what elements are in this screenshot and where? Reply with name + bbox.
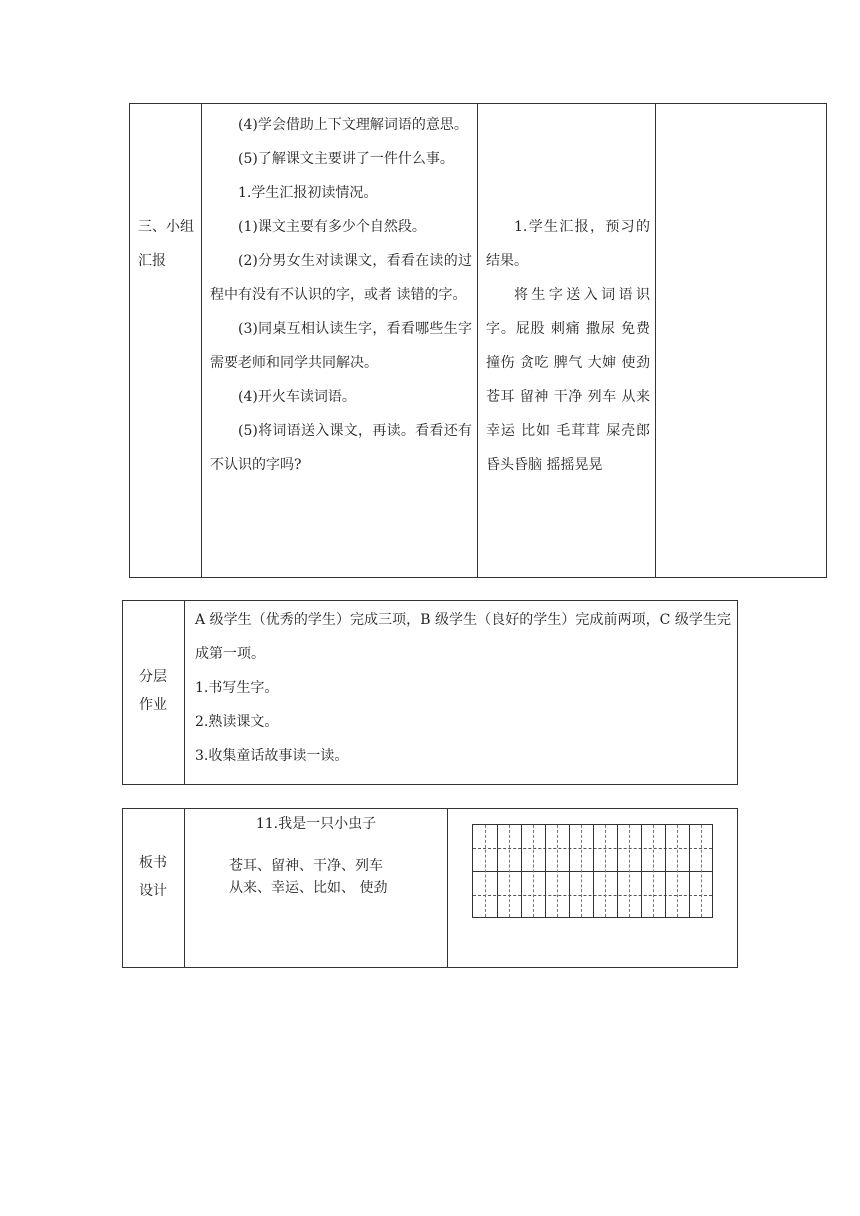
homework-table [122, 600, 738, 785]
homework-content [195, 603, 731, 773]
homework-line: 1.书写生字。 [195, 680, 279, 696]
column-divider [184, 601, 185, 784]
homework-label: 分层作业 [139, 669, 167, 713]
teacher-line: (3)同桌互相认读生字，看看哪些生字需要老师和同学共同解决。 [210, 321, 472, 371]
blackboard-words [229, 855, 439, 899]
homework-line: A 级学生（优秀的学生）完成三项，B 级学生（良好的学生）完成前两项，C 级学生完成第一项。 [195, 612, 731, 662]
homework-line: 2.熟读课文。 [195, 714, 279, 730]
blackboard-words-line: 苍耳、留神、干净、列车 [229, 858, 383, 874]
column-divider [201, 104, 202, 577]
teacher-line: (5)将词语送入课文，再读。看看还有不认识的字吗? [210, 423, 472, 473]
teacher-line: (4)开火车读词语。 [238, 389, 356, 405]
teacher-line: 1.学生汇报初读情况。 [238, 185, 378, 201]
blackboard-words-line: 从来、幸运、比如、 使劲 [229, 880, 388, 896]
student-line: 1.学生汇报，预习的结果。 [486, 219, 650, 269]
column-divider [655, 104, 656, 577]
teacher-line: (2)分男女生对读课文，看看在读的过程中有没有不认识的字，或者 读错的字。 [210, 253, 472, 303]
teacher-activity-cell [210, 108, 472, 482]
teacher-line: (4)学会借助上下文理解词语的意思。 [238, 117, 468, 133]
student-line: 将生字送入词语识字。屁股 刺痛 撒尿 免费 撞伤 贪吃 脾气 大婶 使劲 苍耳 留神 干净 列车 从来 幸运 比如 毛茸茸 屎壳郎 昏头昏脑 摇摇晃晃 [486, 287, 650, 473]
teacher-line: (1)课文主要有多少个自然段。 [238, 219, 426, 235]
column-divider [447, 809, 448, 967]
blackboard-title: 11.我是一只小虫子 [255, 816, 377, 832]
column-divider [477, 104, 478, 577]
lesson-plan-table [129, 103, 827, 578]
teacher-line: (5)了解课文主要讲了一件什么事。 [238, 151, 454, 167]
blackboard-label: 板书设计 [139, 855, 167, 899]
homework-line: 3.收集童话故事读一读。 [195, 748, 349, 764]
writing-practice-grid [472, 824, 713, 918]
student-activity-cell [486, 210, 650, 482]
stage-label: 三、小组汇报 [138, 219, 194, 269]
